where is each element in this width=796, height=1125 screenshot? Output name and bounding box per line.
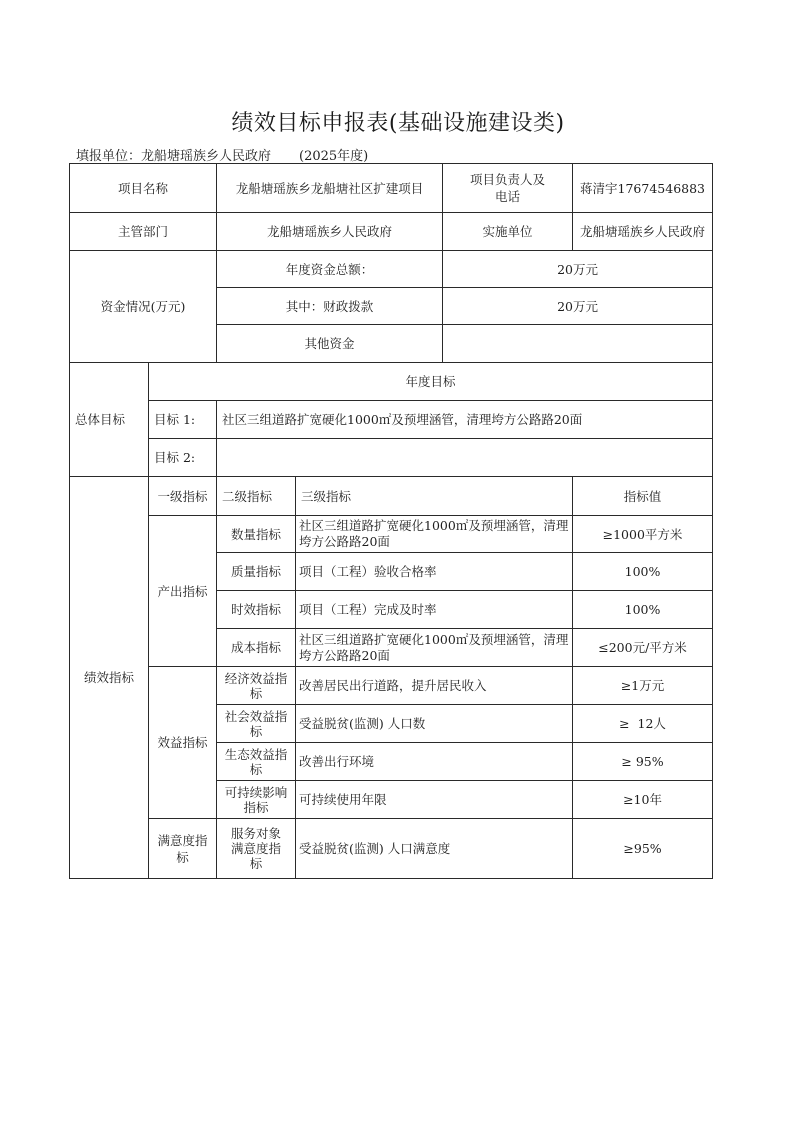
filler-unit: 填报单位：龙船塘瑶族乡人民政府 — [76, 149, 272, 164]
indicator-row — [70, 667, 713, 705]
funds-other-value — [443, 325, 713, 363]
group-satisfaction-text: 满意度指标 — [157, 832, 208, 865]
level3-cell: 受益脱贫(监测) 人口数 — [296, 705, 573, 743]
level2-cell: 数量指标 — [217, 516, 296, 553]
goal2-value — [217, 439, 713, 477]
value-cell: 100% — [573, 591, 713, 629]
level2-cell — [217, 667, 296, 705]
level3-cell: 社区三组道路扩宽硬化1000㎡及预埋涵管，清理垮方公路路20面 — [296, 516, 573, 553]
dept-row — [70, 213, 713, 251]
performance-goal-table — [69, 163, 713, 879]
value-cell: 100% — [573, 553, 713, 591]
project-name-row — [70, 164, 713, 213]
goal1-value: 社区三组道路扩宽硬化1000㎡及预埋涵管，清理垮方公路路20面 — [217, 401, 713, 439]
funds-label: 资金情况(万元) — [70, 251, 217, 363]
level2-cell: 质量指标 — [217, 553, 296, 591]
value-cell: ≥ 12人 — [573, 705, 713, 743]
project-name-label: 项目名称 — [70, 164, 217, 213]
funds-other-label: 其他资金 — [217, 325, 443, 363]
indicator-row — [70, 516, 713, 553]
header-level1: 一级指标 — [149, 477, 217, 516]
report-year: (2025年度) — [299, 149, 369, 164]
indicator-row — [70, 819, 713, 879]
header-level3: 三级指标 — [296, 477, 573, 516]
level2-cell — [217, 743, 296, 781]
funds-fiscal-value: 20万元 — [443, 288, 713, 325]
value-cell: ≥ 95% — [573, 743, 713, 781]
level2-cell — [217, 705, 296, 743]
value-cell: ≥10年 — [573, 781, 713, 819]
level3-cell: 改善居民出行道路，提升居民收入 — [296, 667, 573, 705]
overall-goal-label: 总体目标 — [70, 363, 149, 477]
project-leader-label — [443, 164, 573, 213]
indicator-header-row — [70, 477, 713, 516]
impl-value: 龙船塘瑶族乡人民政府 — [573, 213, 713, 251]
filler-line — [76, 145, 368, 164]
group-output: 产出指标 — [149, 516, 217, 667]
level2-text: 社会效益指标 — [224, 708, 288, 739]
level2-cell: 成本指标 — [217, 629, 296, 667]
value-cell: ≥1000平方米 — [573, 516, 713, 553]
funds-total-label: 年度资金总额： — [217, 251, 443, 288]
project-leader-value: 蒋清宇17674546883 — [573, 164, 713, 213]
value-cell: ≥95% — [573, 819, 713, 879]
level3-cell: 受益脱贫(监测) 人口满意度 — [296, 819, 573, 879]
annual-goal-label: 年度目标 — [149, 363, 713, 401]
project-leader-label-text: 项目负责人及电话 — [470, 172, 546, 204]
level2-cell — [217, 819, 296, 879]
header-value: 指标值 — [573, 477, 713, 516]
funds-fiscal-label: 其中：财政拨款 — [217, 288, 443, 325]
group-satisfaction — [149, 819, 217, 879]
group-benefit: 效益指标 — [149, 667, 217, 819]
value-cell: ≥1万元 — [573, 667, 713, 705]
level2-text: 服务对象满意度指标 — [231, 826, 282, 871]
level3-cell: 项目（工程）验收合格率 — [296, 553, 573, 591]
project-name-value: 龙船塘瑶族乡龙船塘社区扩建项目 — [217, 164, 443, 213]
level3-cell: 可持续使用年限 — [296, 781, 573, 819]
impl-label: 实施单位 — [443, 213, 573, 251]
goal1-row — [70, 401, 713, 439]
level2-text: 生态效益指标 — [224, 746, 288, 777]
dept-label: 主管部门 — [70, 213, 217, 251]
funds-total-row — [70, 251, 713, 288]
level2-text: 经济效益指标 — [224, 670, 288, 701]
dept-value: 龙船塘瑶族乡人民政府 — [217, 213, 443, 251]
form-title: 绩效目标申报表(基础设施建设类) — [231, 111, 565, 136]
goal2-row — [70, 439, 713, 477]
level3-cell: 社区三组道路扩宽硬化1000㎡及预埋涵管，清理垮方公路路20面 — [296, 629, 573, 667]
performance-indicator-label: 绩效指标 — [70, 477, 149, 879]
level2-cell: 时效指标 — [217, 591, 296, 629]
level3-cell: 项目（工程）完成及时率 — [296, 591, 573, 629]
annual-goal-header-row — [70, 363, 713, 401]
goal2-label: 目标 2: — [149, 439, 217, 477]
goal1-label: 目标 1: — [149, 401, 217, 439]
level2-text: 可持续影响指标 — [224, 784, 288, 815]
header-level2: 二级指标 — [217, 477, 296, 516]
funds-total-value: 20万元 — [443, 251, 713, 288]
level2-cell — [217, 781, 296, 819]
value-cell: ≤200元/平方米 — [573, 629, 713, 667]
level3-cell: 改善出行环境 — [296, 743, 573, 781]
